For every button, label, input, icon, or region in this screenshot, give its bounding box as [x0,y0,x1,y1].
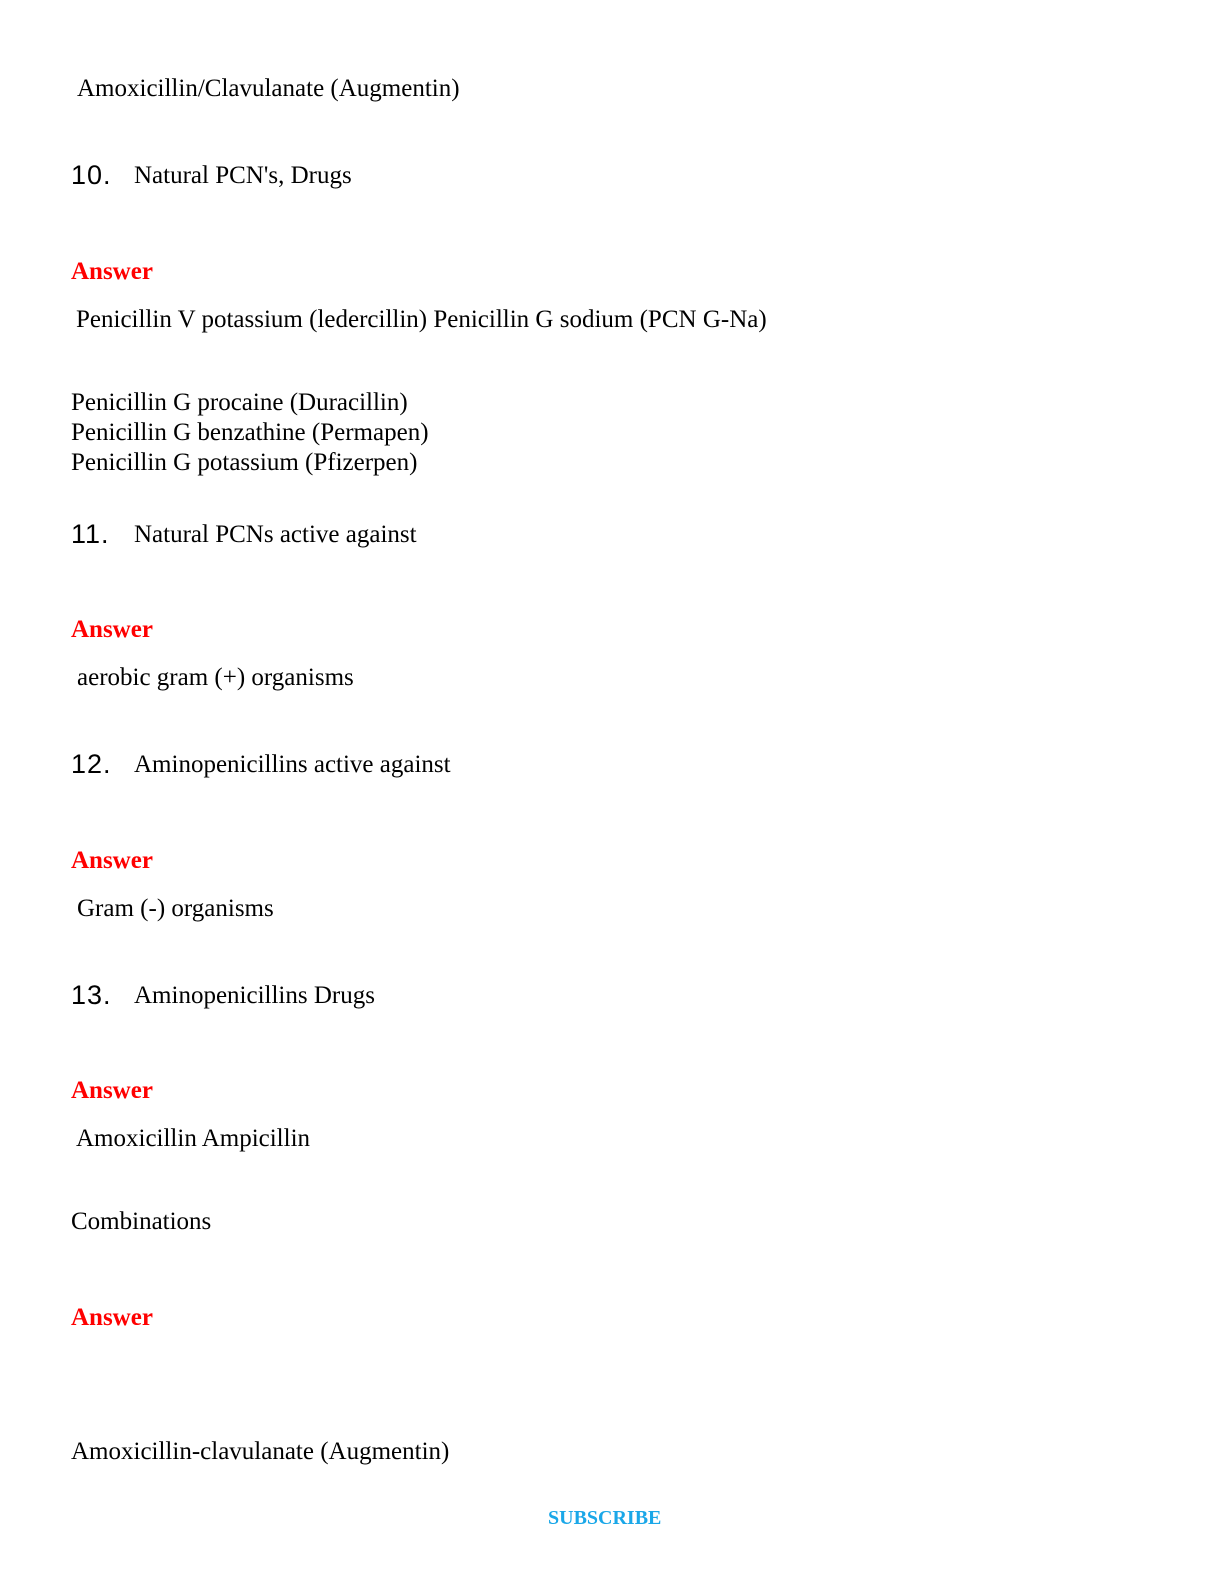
answer-line: Amoxicillin-clavulanate (Augmentin) [71,1438,450,1465]
answer-line: Penicillin G procaine (Duracillin) [71,389,408,416]
answer-label: Answer [71,258,153,285]
answer-label: Answer [71,1304,153,1331]
answer-label: Answer [71,847,153,874]
question-prompt: Natural PCN's, Drugs [134,162,352,189]
question-number: 12. [71,749,112,779]
question-number: 13. [71,980,112,1010]
answer-line: Amoxicillin Ampicillin [76,1125,311,1152]
answer-label: Answer [71,1077,153,1104]
question-prompt: Combinations [71,1208,212,1235]
question-prompt: Aminopenicillins active against [134,751,451,778]
question-prompt: Natural PCNs active against [134,521,417,548]
answer-line: Penicillin G potassium (Pfizerpen) [71,449,418,476]
answer-line: Penicillin V potassium (ledercillin) Penicillin G sodium (PCN G-Na) [76,306,767,333]
intro-line: Amoxicillin/Clavulanate (Augmentin) [77,75,460,102]
answer-label: Answer [71,616,153,643]
answer-line: Gram (-) organisms [77,895,274,922]
question-number: 11. [71,519,110,549]
answer-line: aerobic gram (+) organisms [77,664,354,691]
question-number: 10. [71,160,112,190]
answer-line: Penicillin G benzathine (Permapen) [71,419,429,446]
question-prompt: Aminopenicillins Drugs [134,982,375,1009]
subscribe-link[interactable]: SUBSCRIBE [548,1507,662,1529]
